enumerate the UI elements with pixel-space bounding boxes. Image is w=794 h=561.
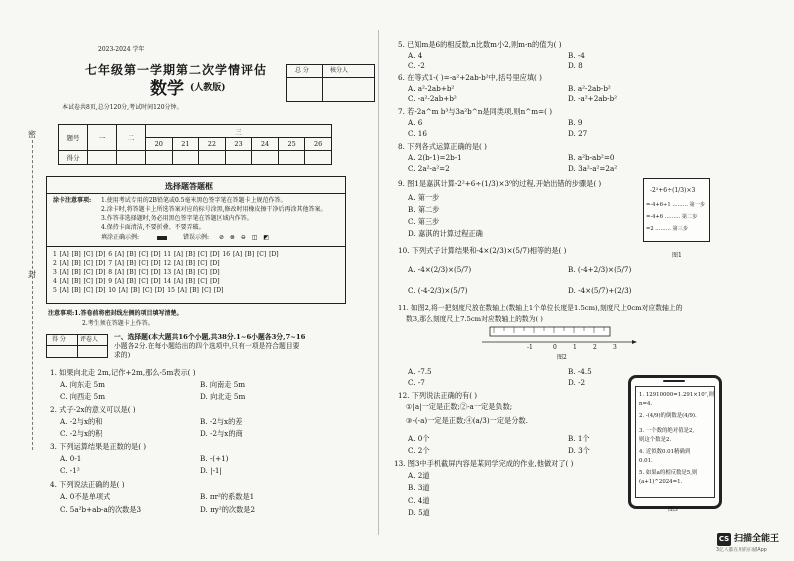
figure-1	[643, 178, 710, 242]
phone-speaker-icon	[663, 380, 685, 382]
sub-header: 26	[305, 138, 332, 151]
option-a[interactable]: A. 2(b-1)=2b-1	[408, 153, 462, 162]
school-year: 2023-2024 学年	[98, 46, 145, 53]
option-d[interactable]: D. -2	[568, 378, 586, 387]
option-d[interactable]: D. -a²+2ab-b²	[568, 94, 618, 103]
question-stem: 8. 下列各式运算正确的是( )	[398, 142, 487, 151]
page-divider	[378, 30, 379, 535]
fig2-caption: 图2	[557, 354, 567, 361]
total-score-label: 总 分	[295, 67, 309, 74]
option-d[interactable]: D. |-1|	[200, 466, 222, 475]
score-cell[interactable]	[146, 151, 173, 165]
filled-mark-icon	[157, 236, 167, 240]
option-c[interactable]: C. -1²	[60, 466, 80, 475]
option-a[interactable]: A. 0不是单项式	[60, 492, 111, 501]
fig2-tick: -1	[527, 344, 533, 351]
figure-2	[482, 326, 642, 354]
fig3-line: n=4.	[639, 401, 653, 407]
question-stem: 1. 如果向北走 2m,记作+2m,那么-5m表示( )	[50, 368, 196, 377]
option-a[interactable]: A. -4×(2/3)×(5/7)	[408, 265, 472, 274]
option-d[interactable]: D. πy²的次数是2	[200, 505, 256, 514]
option-a[interactable]: A. 0-1	[60, 454, 82, 463]
section1-heading-3: 求的)	[114, 351, 131, 359]
answer-row[interactable]: 3 [A] [B] [C] [D] 8 [A] [B] [C] [D] 13 [A] [B] [C] [D]	[53, 269, 220, 276]
question-stem: 11. 如图2,将一把刻度尺放在数轴上(数轴上1个单位长度是1.5cm),刻度尺上0cm对应数轴上的	[398, 304, 683, 312]
option-c[interactable]: C. (-4-2/3)×(5/7)	[408, 286, 468, 295]
option-d[interactable]: D. 5道	[408, 508, 430, 517]
option-c[interactable]: C. 2a²-a²=2	[408, 164, 450, 173]
question-stem: 5. 已知m是6的相反数,n比数m小2,则m-n的值为( )	[398, 40, 562, 49]
fig3-line: 4. 近似数0.01精确到	[639, 449, 691, 455]
exam-note: 本试卷共8页,总分120分,考试时间120分钟。	[62, 104, 183, 111]
option-a[interactable]: A. 2道	[408, 471, 430, 480]
option-b[interactable]: B. -4.5	[568, 367, 592, 376]
option-b[interactable]: B. a²-2ab-b²	[568, 84, 611, 93]
option-a[interactable]: A. -2与x的和	[60, 417, 103, 426]
notice-item: 1.使用考试专用的2B铅笔或0.5毫米黑色签字笔在答题卡上规范作答。	[101, 197, 287, 204]
fig3-line: 1. 12910000=1.291×10⁷,则	[639, 392, 714, 398]
seal-char: 密	[28, 130, 36, 139]
option-a[interactable]: A. -7.5	[408, 367, 432, 376]
section1-heading-2: 小题各2分.在每小题给出的四个选项中,只有一项是符合题目要	[114, 342, 300, 350]
option-a[interactable]: A. 4	[408, 51, 423, 60]
option-c[interactable]: C. -2	[408, 61, 425, 70]
option-a[interactable]: A. a²-2ab+b²	[408, 84, 455, 93]
score-cell[interactable]	[305, 151, 332, 165]
option-b[interactable]: B. (-4+2/3)×(5/7)	[568, 265, 632, 274]
option-a[interactable]: A. 第一步	[408, 193, 440, 202]
fig2-tick: 3	[613, 344, 617, 351]
question-stem: 13. 图3中手机截屏内容是某同学完成的作业,他做对了( )	[394, 459, 574, 468]
fig1-line: -2²+6÷(1/3)×3	[650, 187, 696, 194]
grader-label: 评卷人	[80, 336, 99, 343]
question-sub: ①|a|一定是正数;②-a一定是负数;	[406, 402, 513, 411]
section1-score-box	[46, 334, 108, 358]
section1-heading: 一、选择题(本大题共16个小题,共38分.1~6小题各3分,7~16	[114, 333, 306, 341]
question-stem: 10. 下列式子计算结果和-4×(2/3)×(5/7)相等的是( )	[398, 246, 567, 255]
seal-char-2: 封	[28, 270, 36, 279]
answer-card-box	[46, 176, 346, 304]
notice-item: 2.涂卡时,将答题卡上所选答案对应的标号涂黑,修改时用橡皮擦干净后再涂其他答案。	[101, 206, 327, 213]
option-b[interactable]: B. πr²的系数是1	[200, 492, 255, 501]
cs-logo-icon: CS	[717, 533, 731, 546]
sub-header: 24	[252, 138, 279, 151]
correct-mark-label: 填涂正确示例:	[101, 234, 140, 241]
question-sub-2: ③-(-a)一定是正数;④(a/3)一定是分数.	[406, 416, 528, 425]
fig1-line: =-4+6÷1 ……… 第一步	[646, 202, 706, 208]
option-b[interactable]: B. 9	[568, 118, 583, 127]
fig3-line: (a+1)^2024=1.	[639, 479, 683, 485]
phone-screen	[635, 386, 715, 498]
option-c[interactable]: C. 第三步	[408, 217, 440, 226]
question-stem-2: 数3,那么刻度尺上7.5cm对应数轴上的数为( )	[406, 315, 543, 323]
score-cell[interactable]	[252, 151, 279, 165]
ruler-body	[490, 327, 610, 336]
option-c[interactable]: C. -a²-2ab+b²	[408, 94, 457, 103]
question-stem: 12. 下列说法正确的有( )	[398, 391, 478, 400]
option-a[interactable]: A. 0个	[408, 434, 430, 443]
option-d[interactable]: D. 嘉淇的计算过程正确	[408, 229, 483, 238]
option-b[interactable]: B. a²b-ab²=0	[568, 153, 615, 162]
question-stem: 7. 若-2a^m b³与3a²b^n是同类项,则n^m=( )	[398, 107, 553, 116]
question-stem: 6. 在等式1-( )=-a²+2ab-b²中,括号里应填( )	[398, 73, 542, 82]
fig3-line: 0.01.	[639, 458, 653, 464]
fig1-line: =2 ……… 第三步	[646, 226, 689, 232]
subject-title: 数学	[150, 79, 184, 99]
exam-title: 七年级第一学期第二次学情评估	[85, 63, 268, 77]
fig3-caption: 图3	[668, 506, 678, 513]
sub-header: 25	[278, 138, 305, 151]
option-b[interactable]: B. -2与x的差	[200, 417, 243, 426]
option-d[interactable]: D. 27	[568, 129, 588, 138]
notice-item: 4.保持卡面清洁,不要折叠、不要弄破。	[101, 224, 205, 231]
fig3-line: 3. 一个数的绝对值是2,	[639, 428, 695, 434]
question-stem: 3. 下列运算结果是正数的是( )	[50, 442, 147, 451]
wrong-mark-icons: ⊘ ⊗ ⊖ ◫ ◩	[219, 234, 272, 241]
score-cell[interactable]	[117, 151, 146, 165]
row-header-score: 得分	[59, 151, 88, 165]
option-b[interactable]: B. -4	[568, 51, 585, 60]
sub-header: 22	[199, 138, 226, 151]
answer-row[interactable]: 2 [A] [B] [C] [D] 7 [A] [B] [C] [D] 12 [A] [B] [C] [D]	[53, 260, 220, 267]
option-d[interactable]: D. -2与x的商	[200, 429, 243, 438]
col-header-section1: 一	[88, 125, 117, 151]
fig1-line: =-4+6 ……… 第二步	[646, 214, 698, 220]
sub-header: 21	[172, 138, 199, 151]
option-c[interactable]: C. 2个	[408, 446, 430, 455]
sub-header: 20	[146, 138, 173, 151]
answer-row[interactable]: 4 [A] [B] [C] [D] 9 [A] [B] [C] [D] 14 [A] [B] [C] [D]	[53, 278, 220, 285]
answer-row[interactable]: 5 [A] [B] [C] [D] 10 [A] [B] [C] [D] 15 [A] [B] [C] [D]	[53, 287, 224, 294]
total-score-box	[286, 64, 375, 102]
edition-label: (人教版)	[190, 83, 226, 93]
option-a[interactable]: A. 向东走 5m	[60, 380, 105, 389]
option-c[interactable]: C. 向西走 5m	[60, 392, 106, 401]
option-d[interactable]: D. 8	[568, 61, 583, 70]
notes-line-1: 注意事项:1.答卷前将密封线左侧的项目填写清楚。	[48, 310, 183, 317]
answer-row[interactable]: 1 [A] [B] [C] [D] 6 [A] [B] [C] [D] 11 [A] [B] [C] [D] 16 [A] [B] [C] [D]	[53, 251, 279, 258]
answer-card-title: 选择题答题框	[165, 181, 213, 191]
fig2-tick: 1	[573, 344, 577, 351]
option-c[interactable]: C. -7	[408, 378, 425, 387]
notice-item: 3.作答非选择题时,务必用黑色签字笔在答题区域内作答。	[101, 215, 253, 222]
fig2-tick: 2	[593, 344, 597, 351]
score-cell[interactable]	[225, 151, 252, 165]
option-c[interactable]: C. -2与x的积	[60, 429, 103, 438]
option-a[interactable]: A. 6	[408, 118, 423, 127]
option-c[interactable]: C. 5a²b+ab-a的次数是3	[60, 505, 142, 514]
question-stem: 4. 下列说法正确的是( )	[50, 480, 125, 489]
score-cell[interactable]	[88, 151, 117, 165]
scanner-app-name: 扫描全能王	[734, 534, 780, 544]
fig3-line: 2. -(4/9)的倒数是(4/9).	[639, 413, 697, 419]
option-b[interactable]: B. 第二步	[408, 205, 440, 214]
score-cell[interactable]	[172, 151, 199, 165]
grader-label: 核分人	[330, 67, 349, 74]
fig3-line: 则这个数是2.	[639, 437, 672, 443]
col-header-section2: 二	[117, 125, 146, 151]
option-b[interactable]: B. 向南走 5m	[200, 380, 246, 389]
question-stem: 2. 式子-2x的意义可以是( )	[50, 405, 136, 414]
option-d[interactable]: D. 3a²-a²=2a²	[568, 164, 618, 173]
number-line-arrow	[632, 340, 637, 344]
option-d[interactable]: D. 3个	[568, 446, 590, 455]
option-b[interactable]: B. 1个	[568, 434, 590, 443]
option-d[interactable]: D. -4×(5/7)+(2/3)	[568, 286, 632, 295]
wrong-mark-label: 错误示例:	[183, 234, 210, 241]
seal-line	[32, 140, 33, 450]
score-cell[interactable]	[199, 151, 226, 165]
notice-label: 涂卡注意事项:	[53, 197, 92, 204]
score-cell[interactable]	[278, 151, 305, 165]
scanner-tagline: 3亿人都在用的扫描App	[716, 548, 767, 553]
score-table	[58, 124, 332, 165]
option-b[interactable]: B. -(+1)	[200, 454, 229, 463]
fig1-caption: 图1	[672, 252, 682, 259]
score-label: 得 分	[52, 336, 66, 343]
fig2-tick: 0	[553, 344, 557, 351]
figure-3-phone	[628, 375, 722, 509]
option-c[interactable]: C. 16	[408, 129, 427, 138]
col-header-section3: 三	[146, 125, 332, 138]
question-stem: 9. 图1是嘉淇计算-2²+6÷(1/3)×3⁰的过程,开始出错的步骤是( )	[398, 179, 602, 188]
option-d[interactable]: D. 向北走 5m	[200, 392, 246, 401]
sub-header: 23	[225, 138, 252, 151]
row-header-number: 题号	[59, 125, 88, 151]
fig3-line: 5. 如果a的相反数是5,则	[639, 470, 698, 476]
option-c[interactable]: C. 4道	[408, 496, 430, 505]
option-b[interactable]: B. 3道	[408, 483, 430, 492]
notes-line-2: 2.考生须在答题卡上作答。	[82, 320, 154, 327]
